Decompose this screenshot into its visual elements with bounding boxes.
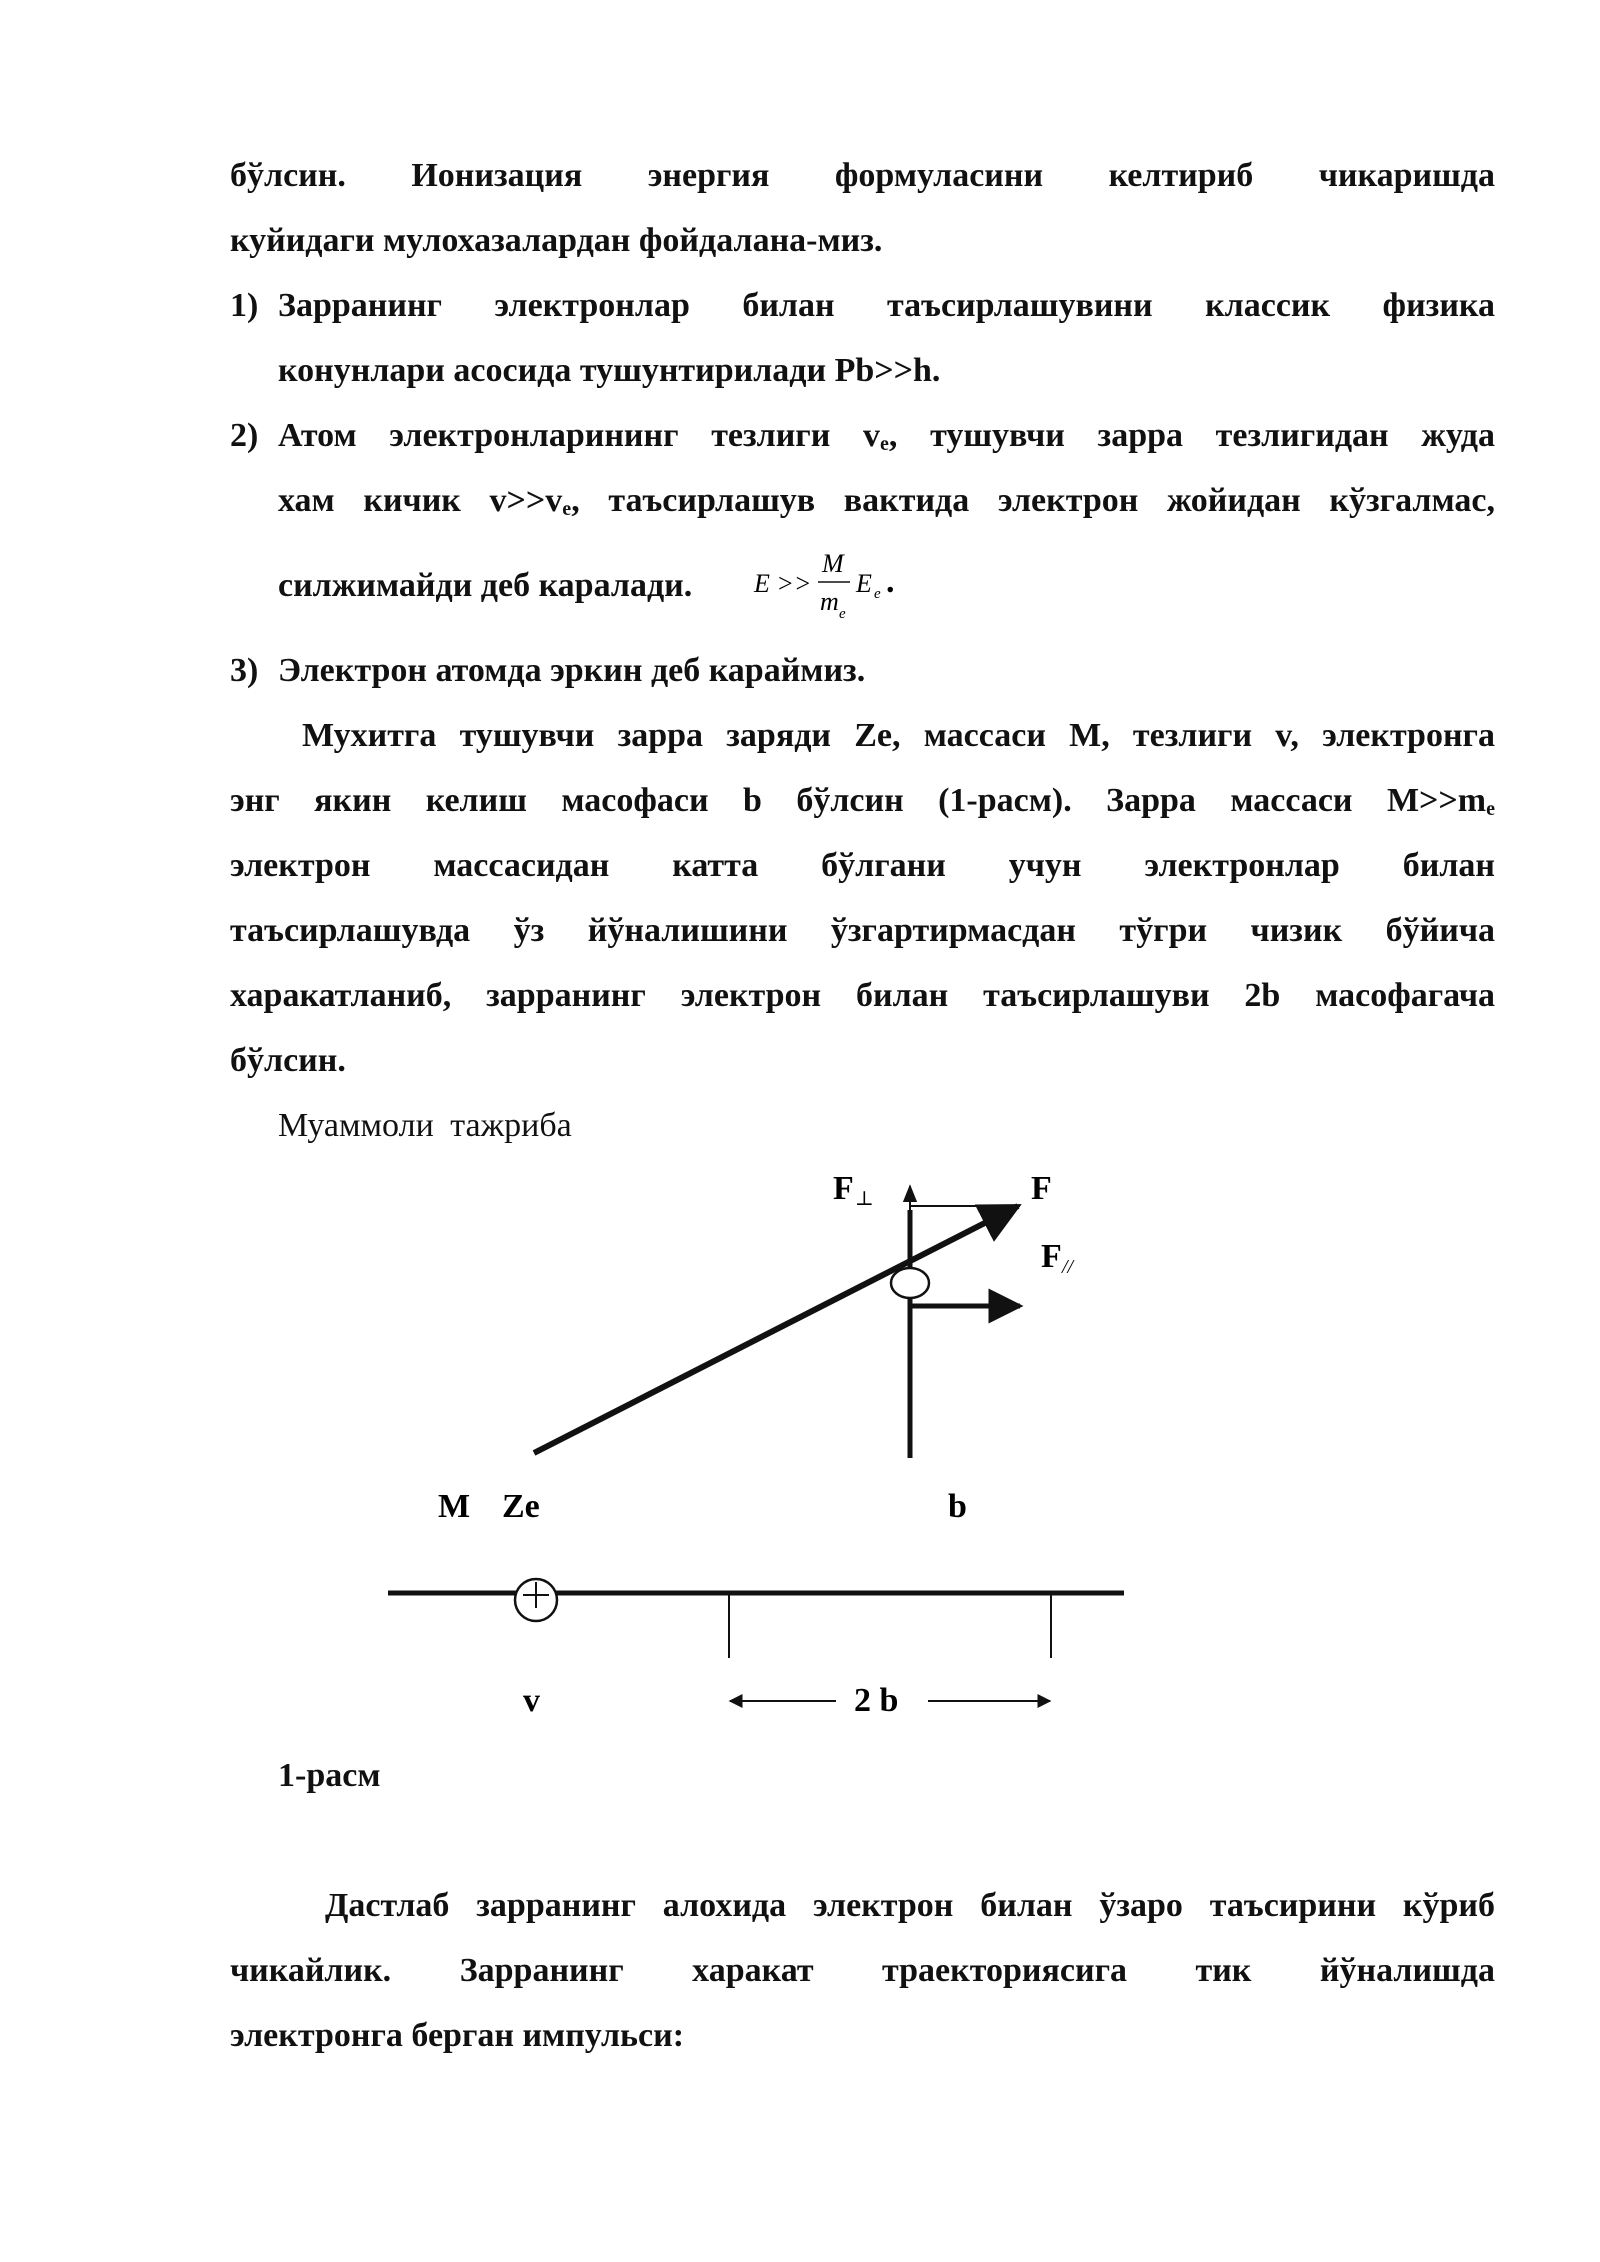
word: чикаришда xyxy=(1318,157,1495,194)
label-b: b xyxy=(948,1488,967,1525)
text-line: электронга берган импульси: xyxy=(230,2017,685,2054)
label-two-b: 2 b xyxy=(854,1682,899,1719)
text-line: чикайлик. Зарранинг харакат траекториясига тик йўналишда xyxy=(230,1952,1495,1989)
label-f-perp-sym: ⊥ xyxy=(855,1188,874,1210)
label-velocity: v xyxy=(523,1682,540,1719)
text-line: Дастлаб зарранинг алохида электрон билан ўзаро таъсирини кўриб xyxy=(325,1887,1495,1924)
word: бўлсин. xyxy=(230,157,346,194)
formula-denominator: m xyxy=(820,587,839,616)
figure-interaction-diagram xyxy=(0,1150,1600,1740)
label-f: F xyxy=(1031,1170,1052,1207)
list-item-line: Зарранинг электронлар билан таъсирлашувини классик физика xyxy=(278,287,1495,324)
formula-rhs: E xyxy=(856,569,872,598)
text-line: электрон массасидан катта бўлгани учун электронлар билан xyxy=(230,847,1495,884)
trajectory-line xyxy=(534,1206,1018,1453)
formula-rhs-sub: e xyxy=(874,586,881,602)
formula-numerator: M xyxy=(822,549,844,578)
formula-ionization xyxy=(748,542,918,628)
formula-end: . xyxy=(886,563,895,600)
word: энергия xyxy=(647,157,770,194)
label-f-par: F xyxy=(1041,1238,1062,1275)
text-line: Мухитга тушувчи зарра заряди Ze, массаси М, тезлиги v, электронга xyxy=(302,717,1495,754)
formula-den-sub: e xyxy=(839,606,846,622)
list-number: 2) xyxy=(230,417,259,454)
word: формуласини xyxy=(834,157,1044,194)
section-label: Муаммоли тажриба xyxy=(278,1107,572,1144)
figure-caption: 1-расм xyxy=(278,1757,381,1794)
label-f-perp: F xyxy=(833,1170,854,1207)
list-item-line: хам кичик $v>>v_e$, таъсирлашув вактида электрон жойидан кўзгалмас, xyxy=(278,482,1495,520)
text-line xyxy=(230,156,1495,196)
list-item-line: Атом электронларининг тезлиги $v_e$, тушувчи зарра тезлигидан жуда xyxy=(278,417,1495,455)
text-line: куйидаги мулохазалардан фойдалана-миз. xyxy=(230,222,883,259)
text-line: бўлсин. xyxy=(230,1042,346,1079)
list-number: 1) xyxy=(230,287,259,324)
formula-lhs: E >> xyxy=(754,569,812,598)
text-line: таъсирлашувда ўз йўналишини ўзгартирмасдан тўгри чизик бўйича xyxy=(230,912,1495,949)
word: Ионизация xyxy=(411,157,583,194)
label-mass: M xyxy=(438,1488,471,1525)
label-charge: Ze xyxy=(502,1488,540,1525)
text-line: энг якин келиш масофаси b бўлсин (1-расм). Зарра массаси $M>>m_e$ xyxy=(230,782,1495,820)
electron-circle xyxy=(891,1268,929,1298)
list-item-line: Электрон атомда эркин деб караймиз. xyxy=(278,652,866,689)
list-item-line: конунлари асосида тушунтирилади Pb>>h. xyxy=(278,352,941,389)
list-number: 3) xyxy=(230,652,259,689)
label-f-par-sym: // xyxy=(1062,1256,1074,1278)
text-line: харакатланиб, зарранинг электрон билан таъсирлашуви 2b масофагача xyxy=(230,977,1495,1014)
list-item-line: силжимайди деб каралади. xyxy=(278,567,693,604)
word: келтириб xyxy=(1108,157,1254,194)
